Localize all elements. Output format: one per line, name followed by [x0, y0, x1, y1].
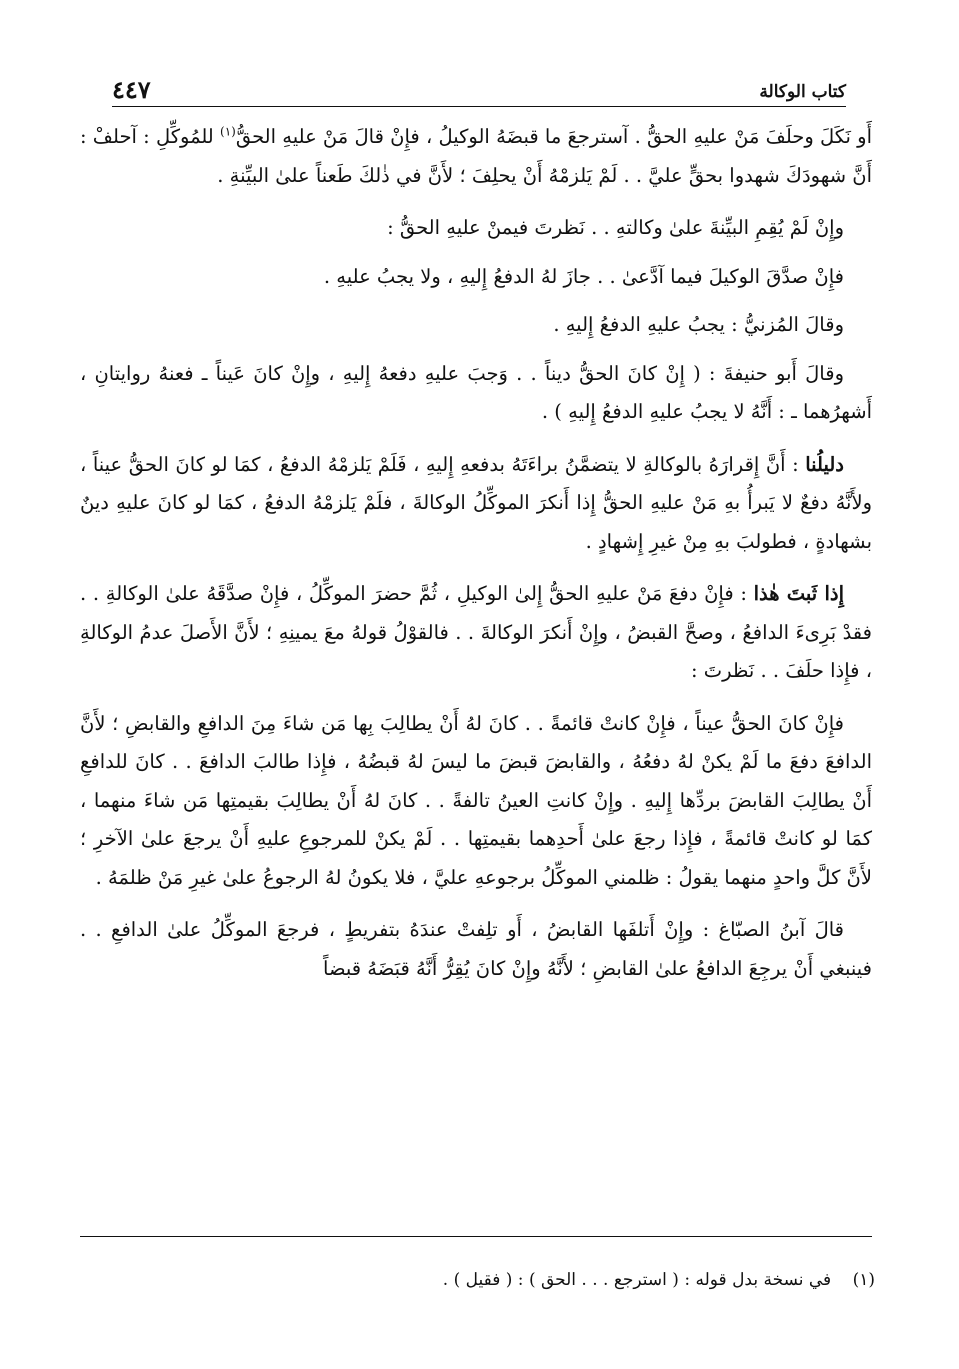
- footnote-number: (١): [852, 1270, 875, 1290]
- footnote-divider: [80, 1236, 872, 1237]
- main-text: [80, 118, 872, 1002]
- paragraph: [80, 209, 872, 248]
- page-header: [112, 70, 846, 107]
- page-number: ٤٤٧: [112, 75, 151, 104]
- paragraph: [80, 306, 872, 345]
- paragraph: [80, 118, 872, 195]
- footnote-reference: (١): [220, 124, 236, 139]
- paragraph-text: أَو نَكَلَ وحلَفَ مَنْ عليهِ الحقُّ . آسترجعَ ما قبضَهُ الوكيلُ ، فإِنْ قالَ مَنْ عليهِ الحقُّ: [235, 125, 873, 148]
- paragraph-text: فإِنْ كانَ الحقُّ عيناً ، فإِنْ كانتْ قائمةً . . كانَ لهُ أَنْ يطالِبَ بِها مَن شاءَ مِنَ الدافعِ والقابضِ ؛ لأَنَّ الدافعَ دفعَ ما لَمْ يكنْ لهُ دفعُهُ ، والقابضَ قبضَ ما ليسَ لهُ قبضُهُ ، فإِذا طالبَ الدافعَ . . كانَ للدافعِ أَنْ يطالِبَ القابضَ بردِّها إِليهِ . وإِنْ كانتِ العينُ تالفةً . . كانَ لهُ أَنْ يطالِبَ بقيمتِها مَن شاءَ منهما ، كمَا لو كانتْ قائمةً ، فإِذا رجعَ علىٰ أَحدِهما بقيمتِها . . لَمْ يكنْ للمرجوعِ عليهِ أَنْ يرجعَ علىٰ الآخرِ ؛ لأَنَّ كلَّ واحدٍ منهما يقولُ : ظلمني الموكِّلُ برجوعهِ عليَّ ، فلا يكونُ لهُ الرجوعُ علىٰ غيرِ مَنْ ظلمَهُ .: [80, 711, 873, 889]
- paragraph-text: فإِنْ صدَّقَ الوكيلَ فيما آدَّعىٰ . . جازَ لهُ الدفعُ إِليهِ ، ولا يجبُ عليهِ .: [323, 264, 844, 288]
- paragraph-text: : أَنَّ إِقرارَهُ بالوكالةِ لا يتضمَّنُ براءَتَهُ بدفعهِ إِليهِ ، فَلَمْ يَلزمْهُ الدفعُ ، كمَا لو كانَ الحقُّ عيناً ، ولأَنَّهُ دفعٌ لا يَبرأُ بهِ مَنْ عليهِ الحقُّ إِذا أَنكرَ الموكِّلُ الوكالةَ ، فلَمْ يَلزمْهُ الدفعُ ، كمَا لو كانَ عليهِ دينٌ بشهادةٍ ، فطولبَ بهِ مِنْ غيرِ إِشهادٍ .: [80, 452, 872, 553]
- paragraph: [80, 705, 872, 898]
- paragraph-text: قالَ آبنُ الصبّاغ : وإِنْ أَتلفَها القابضُ ، أَو تلِفتْ عندَهُ بتفريطٍ ، فرجعَ الموكِّلُ علىٰ الدافعِ . . فينبغي أَنْ يرجِعَ الدافعُ علىٰ القابضِ ؛ لأَنَّهُ وإِنْ كانَ يُقِرُّ أَنَّهُ قبَضَهُ قبضاً: [80, 918, 872, 980]
- paragraph-text: وقالَ المُزنيُّ : يجبُ عليهِ الدفعُ إِليهِ .: [553, 313, 844, 336]
- paragraph-text: : فإِنْ دفعَ مَنْ عليهِ الحقُّ إِلىٰ الوكيلِ ، ثُمَّ حضرَ الموكِّلُ ، فإِنْ صدَّقَهُ علىٰ الوكالةِ . . فقدْ بَرِىءَ الدافعُ ، وصحَّ القبضُ ، وإِنْ أَنكرَ الوكالةَ . . فالقوْلُ قولهُ معَ يمينِهِ ؛ لأَنَّ الأَصلَ عدمُ الوكالةِ ، فإِذا حلَفَ . . نَظرتَ :: [80, 582, 872, 682]
- paragraph-text: وإِنْ لَمْ يُقِمِ البيِّنةَ علىٰ وكالتهِ . . نَظرتَ فيمنْ عليهِ الحقُّ :: [387, 216, 844, 239]
- paragraph-text: وقالَ أَبو حنيفةَ : ( إِنْ كانَ الحقُّ ديناً . . وَجبَ عليهِ دفعهُ إِليهِ ، وإِنْ كانَ عَيناً ـ فعنهُ روايتانِ ، أَشهرُهما ـ : أَنَّهُ لا يجبُ عليهِ الدفعُ إِليهِ ) .: [80, 361, 872, 423]
- paragraph-text-continued: للمُوكِّلِ : آحلفْ : أَنَّ شهودَكَ شهدوا بحقٍّ عليَّ . . لَمْ يَلزمْهُ أَنْ يحلِفَ ؛ لأَنَّ في ذٰلكَ طَعناً علىٰ البيِّنةِ .: [80, 125, 872, 187]
- paragraph-lead: إِذا ثَبتَ هٰذا: [753, 582, 844, 605]
- paragraph: [80, 446, 872, 562]
- paragraph-lead: دليلُنا: [805, 452, 844, 476]
- paragraph: [80, 355, 872, 432]
- footnote-text: في نسخة بدل قوله : ( استرجع . . . الحق ) : ( فقيل ) .: [442, 1270, 832, 1290]
- footnote: [95, 1266, 875, 1294]
- paragraph: [80, 258, 872, 297]
- paragraph: [80, 575, 872, 691]
- running-title: كتاب الوكالة: [759, 82, 846, 102]
- paragraph: [80, 911, 872, 988]
